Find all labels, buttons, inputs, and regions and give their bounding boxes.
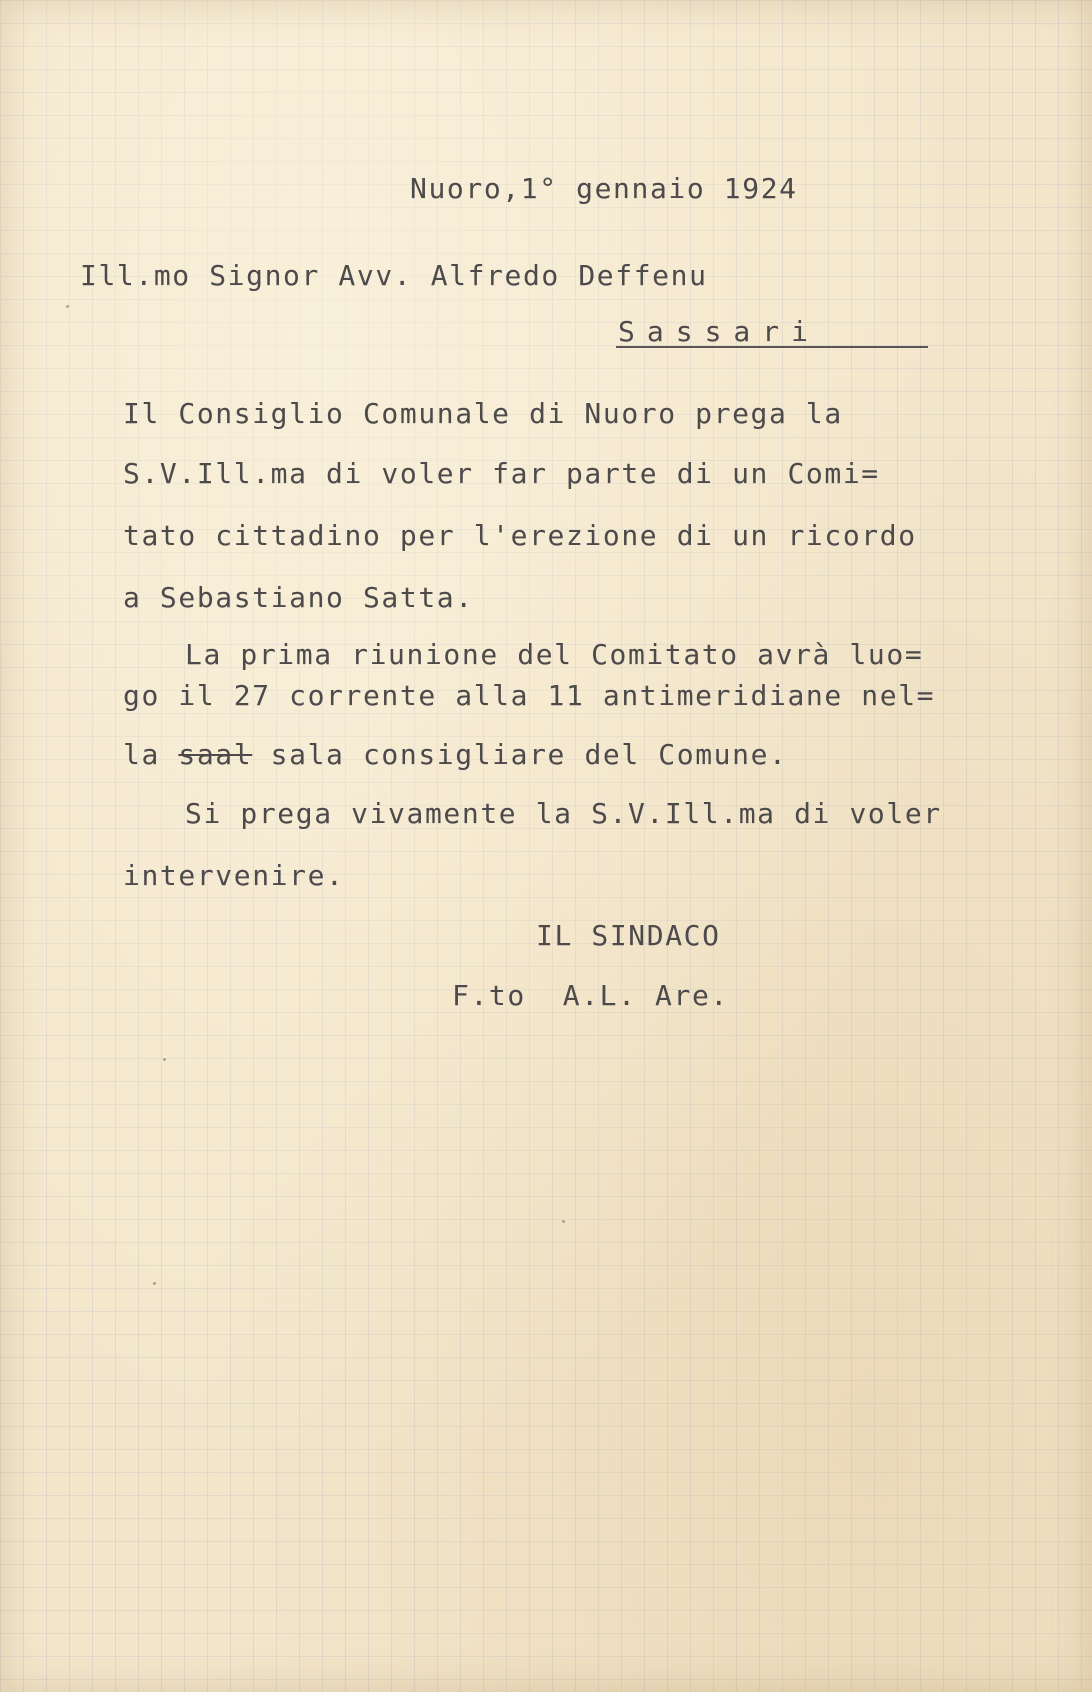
body-line: Si prega vivamente la S.V.Ill.ma di voler <box>185 797 942 830</box>
body-line: intervenire. <box>123 859 345 892</box>
date-line: Nuoro,1° gennaio 1924 <box>410 172 798 205</box>
body-line <box>123 738 788 771</box>
struck-out-word: saal <box>178 738 253 771</box>
signature-name: F.to A.L. Are. <box>452 979 729 1012</box>
body-line: S.V.Ill.ma di voler far parte di un Comi= <box>123 457 880 490</box>
body-line-start: la <box>123 738 179 771</box>
body-line: go il 27 corrente alla 11 antimeridiane nel= <box>123 679 936 712</box>
ink-speck <box>562 1220 565 1223</box>
city-underline <box>616 346 928 348</box>
city-line: Sassari <box>618 315 821 348</box>
ink-speck <box>66 305 69 308</box>
ink-speck <box>163 1058 166 1061</box>
body-line: Il Consiglio Comunale di Nuoro prega la <box>123 397 843 430</box>
ink-speck <box>153 1282 156 1285</box>
body-line: tato cittadino per l'erezione di un ricordo <box>123 519 917 552</box>
body-line: La prima riunione del Comitato avrà luo= <box>185 638 924 671</box>
body-line-end: sala consigliare del Comune. <box>252 738 788 771</box>
signature-title: IL SINDACO <box>536 919 721 952</box>
body-line: a Sebastiano Satta. <box>123 581 474 614</box>
addressee-line: Ill.mo Signor Avv. Alfredo Deffenu <box>80 259 708 292</box>
